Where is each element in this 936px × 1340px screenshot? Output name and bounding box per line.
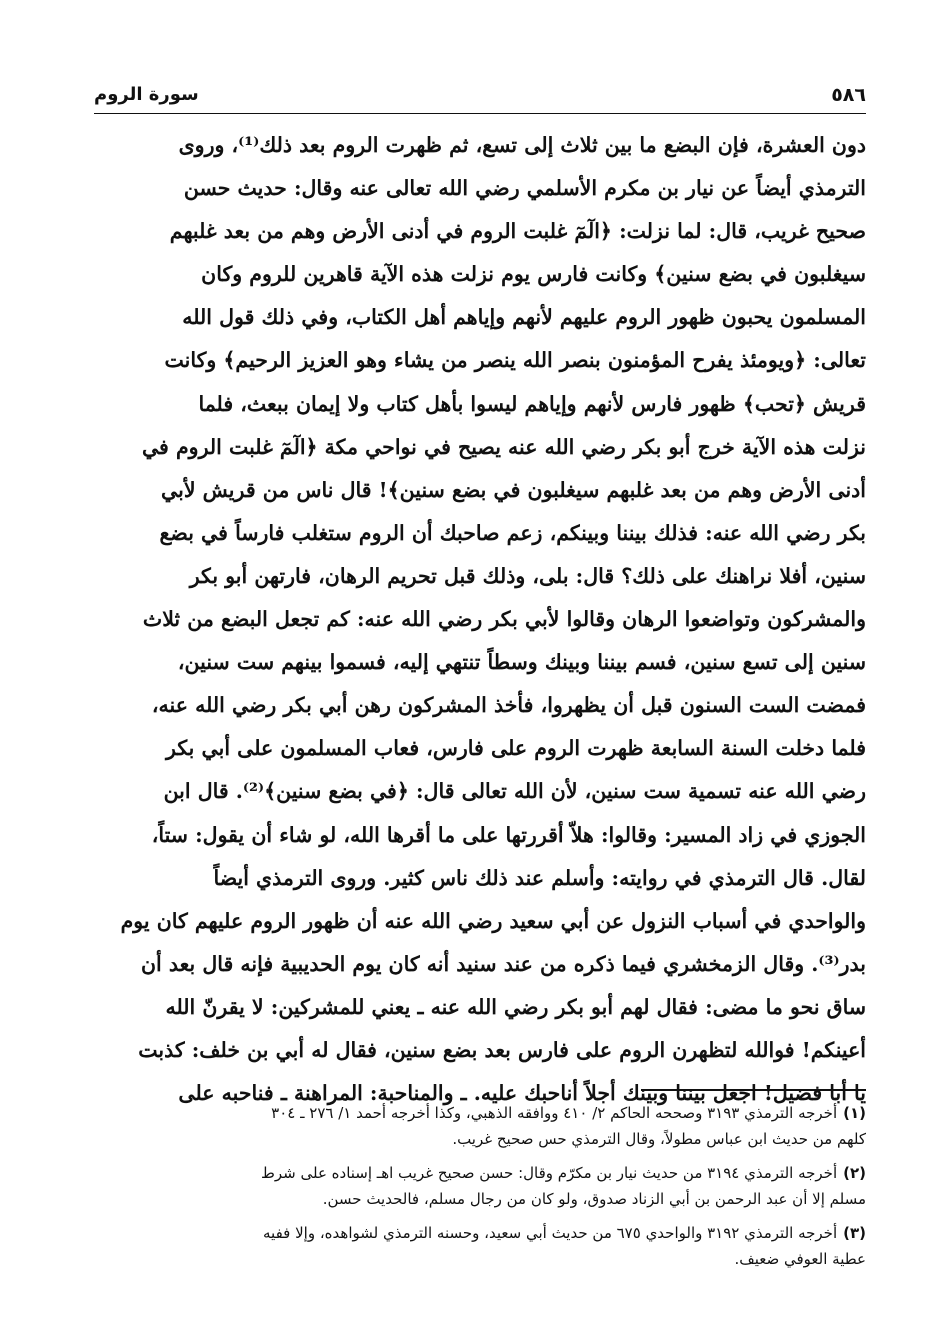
- footnote-text: كلهم من حديث ابن عباس مطولاً، وقال الترمذي حس صحيح غريب.: [452, 1130, 866, 1148]
- main-text: [94, 124, 866, 1115]
- header-divider: [94, 113, 866, 114]
- text-line: بكر رضي الله عنه: فذلك بيننا وبينكم، زعم صاحبك أن الروم ستغلب فارساً في بضع: [159, 520, 866, 545]
- text-line: لقال. قال الترمذي في روايته: وأسلم عند ذلك ناس كثير. وروى الترمذي أيضاً: [213, 865, 866, 890]
- footnote: [94, 1160, 866, 1212]
- footnote-number: (١): [843, 1104, 866, 1122]
- text-line: أعينكم! فوالله لتظهرن الروم على فارس بعد بضع سنين، فقال له أبي بن خلف: كذبت: [138, 1037, 866, 1062]
- text-line: والواحدي في أسباب النزول عن أبي سعيد رضي الله عنه أن ظهور الروم عليهم كان يوم: [120, 908, 866, 933]
- footnote-number: (٣): [843, 1224, 866, 1242]
- footnote-text: أخرجه الترمذي ٣١٩٢ والواحدي ٦٧٥ من حديث أبي سعيد، وحسنه الترمذي لشواهده، وإلا ففيه: [263, 1224, 838, 1242]
- footnote: [94, 1220, 866, 1272]
- text-line: نزلت هذه الآية خرج أبو بكر رضي الله عنه يصيح في نواحي مكة ﴿الٓمٓ غلبت الروم في: [141, 434, 866, 459]
- surah-title: سورة الروم: [94, 84, 199, 105]
- page-number: ٥٨٦: [831, 84, 866, 106]
- text-line: ساق نحو ما مضى: فقال لهم أبو بكر رضي الله عنه ـ يعني للمشركين: لا يقرنّ الله: [165, 994, 866, 1019]
- text-line: رضي الله عنه تسمية ست سنين، لأن الله تعالى قال: ﴿في بضع سنين﴾⁽²⁾. قال ابن: [163, 779, 866, 804]
- text-line: الترمذي أيضاً عن نيار بن مكرم الأسلمي رضي الله تعالى عنه وقال: حديث حسن: [183, 176, 866, 201]
- footnotes: [94, 1100, 866, 1280]
- text-line: فلما دخلت السنة السابعة ظهرت الروم على فارس، فعاب المسلمون على أبي بكر: [166, 736, 866, 761]
- text-line: المسلمون يحبون ظهور الروم عليهم لأنهم وإياهم أهل الكتاب، وفي ذلك قول الله: [182, 305, 866, 330]
- text-line: سيغلبون في بضع سنين﴾ وكانت فارس يوم نزلت هذه الآية قاهرين للروم وكان: [201, 262, 866, 287]
- footnote-line: [94, 1220, 866, 1246]
- footnote-line: [94, 1186, 866, 1212]
- text-line: الجوزي في زاد المسير: وقالوا: هلاّ أقررتها على ما أقرها الله، لو شاء أن يقول: ستاً،: [151, 822, 866, 847]
- text-line: بدر⁽³⁾. وقال الزمخشري فيما ذكره من عند سنيد أنه كان يوم الحديبية فإنه قال بعد أن: [140, 951, 866, 976]
- footnote: [94, 1100, 866, 1152]
- footnote-line: [94, 1160, 866, 1186]
- footnote-text: عطية العوفي ضعيف.: [734, 1250, 866, 1268]
- footnote-line: [94, 1246, 866, 1272]
- footnote-number: (٢): [843, 1164, 866, 1182]
- text-line: يا أبا فضيل! اجعل بيننا وبينك أجلاً أناحبك عليه. ـ والمناحبة: المراهنة ـ فناحبه على: [178, 1081, 866, 1106]
- text-line: والمشركون وتواضعوا الرهان وقالوا لأبي بكر رضي الله عنه: كم تجعل البضع من ثلاث: [142, 607, 866, 632]
- text-line: سنين إلى تسع سنين، فسم بيننا وبينك وسطاً تنتهي إليه، فسموا بينهم ست سنين،: [177, 650, 866, 675]
- footnote-text: أخرجه الترمذي ٣١٩٤ من حديث نيار بن مكرّم وقال: حسن صحيح غريب اهـ إسناده على شرط: [261, 1164, 838, 1182]
- text-line: سنين، أفلا نراهنك على ذلك؟ قال: بلى، وذلك قبل تحريم الرهان، فارتهن أبو بكر: [189, 563, 866, 588]
- footnote-line: [94, 1100, 866, 1126]
- page-header: [94, 84, 866, 110]
- text-line: تعالى: ﴿ويومئذ يفرح المؤمنون بنصر الله ينصر من يشاء وهو العزيز الرحيم﴾ وكانت: [164, 348, 866, 373]
- footnote-divider: [641, 1089, 866, 1091]
- footnote-text: مسلم إلا أن عبد الرحمن بن أبي الزناد صدوق، ولو كان من رجال مسلم، فالحديث حسن.: [322, 1190, 866, 1208]
- footnote-text: أخرجه الترمذي ٣١٩٣ وصححه الحاكم ٢/ ٤١٠ ووافقه الذهبي، وكذا أخرجه أحمد ١/ ٢٧٦ ـ ٣٠٤: [271, 1104, 838, 1122]
- text-line: فمضت الست السنون قبل أن يظهروا، فأخذ المشركون رهن أبي بكر رضي الله عنه،: [151, 693, 866, 718]
- text-line: قريش ﴿تحب﴾ ظهور فارس لأنهم وإياهم ليسوا بأهل كتاب ولا إيمان ببعث، فلما: [198, 391, 866, 416]
- footnote-line: [94, 1126, 866, 1152]
- text-line: أدنى الأرض وهم من بعد غلبهم سيغلبون في بضع سنين﴾! قال ناس من قريش لأبي: [161, 477, 866, 502]
- text-line: دون العشرة، فإن البضع ما بين ثلاث إلى تسع، ثم ظهرت الروم بعد ذلك⁽¹⁾، وروى: [178, 133, 866, 157]
- text-line: صحيح غريب، قال: لما نزلت: ﴿الٓمٓ غلبت الروم في أدنى الأرض وهم من بعد غلبهم: [169, 219, 866, 244]
